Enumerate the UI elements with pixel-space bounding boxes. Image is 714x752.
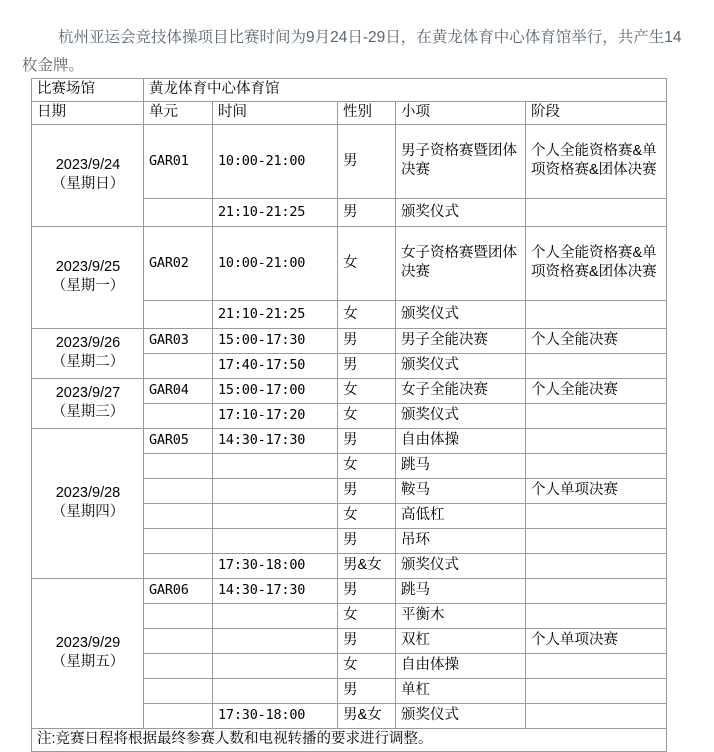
- time-cell: 17:40-17:50: [213, 354, 338, 379]
- event-cell: 颁奖仪式: [396, 301, 526, 329]
- gender-cell: 女: [338, 227, 396, 301]
- unit-cell: [144, 529, 213, 554]
- unit-cell: [144, 454, 213, 479]
- phase-cell: [526, 504, 667, 529]
- event-cell: 男子资格赛暨团体决赛: [396, 125, 526, 199]
- phase-cell: 个人单项决赛: [526, 479, 667, 504]
- event-cell: 女子资格赛暨团体决赛: [396, 227, 526, 301]
- time-cell: [213, 604, 338, 629]
- unit-cell: [144, 479, 213, 504]
- unit-cell: GAR03: [144, 329, 213, 354]
- gender-cell: 男: [338, 629, 396, 654]
- table-row: [32, 329, 667, 354]
- venue-label-cell: 比赛场馆: [32, 79, 144, 102]
- unit-cell: [144, 629, 213, 654]
- time-cell: [213, 679, 338, 704]
- intro-paragraph: 杭州亚运会竞技体操项目比赛时间为9月24日-29日，在黄龙体育中心体育馆举行，共产生14枚金牌。: [22, 28, 682, 74]
- gender-cell: 女: [338, 379, 396, 404]
- phase-cell: [526, 704, 667, 729]
- time-cell: 17:30-18:00: [213, 554, 338, 579]
- gender-cell: 男: [338, 354, 396, 379]
- phase-cell: [526, 429, 667, 454]
- event-cell: 自由体操: [396, 429, 526, 454]
- gender-cell: 男: [338, 329, 396, 354]
- time-cell: 14:30-17:30: [213, 429, 338, 454]
- unit-cell: [144, 654, 213, 679]
- unit-cell: GAR05: [144, 429, 213, 454]
- unit-cell: [144, 301, 213, 329]
- venue-row: [32, 79, 667, 102]
- phase-cell: [526, 654, 667, 679]
- gender-cell: 女: [338, 504, 396, 529]
- gender-cell: 女: [338, 604, 396, 629]
- phase-cell: [526, 301, 667, 329]
- time-cell: 17:30-18:00: [213, 704, 338, 729]
- event-cell: 颁奖仪式: [396, 704, 526, 729]
- phase-cell: [526, 679, 667, 704]
- event-cell: 单杠: [396, 679, 526, 704]
- time-cell: 21:10-21:25: [213, 199, 338, 227]
- event-cell: 颁奖仪式: [396, 404, 526, 429]
- event-cell: 吊环: [396, 529, 526, 554]
- date-cell: 2023/9/27 （星期三）: [32, 379, 144, 429]
- schedule-table-body: [32, 79, 667, 752]
- time-cell: 17:10-17:20: [213, 404, 338, 429]
- event-cell: 自由体操: [396, 654, 526, 679]
- event-cell: 高低杠: [396, 504, 526, 529]
- unit-cell: [144, 679, 213, 704]
- time-cell: [213, 629, 338, 654]
- unit-cell: [144, 604, 213, 629]
- gender-cell: 男&女: [338, 704, 396, 729]
- phase-cell: [526, 354, 667, 379]
- time-cell: [213, 529, 338, 554]
- gender-cell: 男: [338, 529, 396, 554]
- unit-cell: [144, 704, 213, 729]
- unit-cell: [144, 404, 213, 429]
- schedule-table-container: [31, 78, 666, 752]
- gender-cell: 男&女: [338, 554, 396, 579]
- column-header-gender: 性别: [338, 102, 396, 125]
- venue-name-cell: 黄龙体育中心体育馆: [144, 79, 667, 102]
- phase-cell: [526, 554, 667, 579]
- table-row: [32, 227, 667, 301]
- table-row: [32, 379, 667, 404]
- event-cell: 颁奖仪式: [396, 199, 526, 227]
- gender-cell: 男: [338, 199, 396, 227]
- time-cell: 10:00-21:00: [213, 125, 338, 199]
- phase-cell: [526, 579, 667, 604]
- phase-cell: [526, 404, 667, 429]
- note-cell: 注:竞赛日程将根据最终参赛人数和电视转播的要求进行调整。: [32, 729, 667, 752]
- event-cell: 平衡木: [396, 604, 526, 629]
- date-cell: 2023/9/28 （星期四）: [32, 429, 144, 579]
- event-cell: 女子全能决赛: [396, 379, 526, 404]
- time-cell: 10:00-21:00: [213, 227, 338, 301]
- unit-cell: GAR04: [144, 379, 213, 404]
- date-cell: 2023/9/24 （星期日）: [32, 125, 144, 227]
- time-cell: 15:00-17:30: [213, 329, 338, 354]
- unit-cell: GAR06: [144, 579, 213, 604]
- gender-cell: 男: [338, 579, 396, 604]
- unit-cell: [144, 504, 213, 529]
- header-row: [32, 102, 667, 125]
- column-header-phase: 阶段: [526, 102, 667, 125]
- time-cell: 15:00-17:00: [213, 379, 338, 404]
- unit-cell: GAR02: [144, 227, 213, 301]
- table-row: [32, 125, 667, 199]
- column-header-date: 日期: [32, 102, 144, 125]
- event-cell: 跳马: [396, 579, 526, 604]
- gender-cell: 男: [338, 479, 396, 504]
- table-row: [32, 579, 667, 604]
- gender-cell: 男: [338, 679, 396, 704]
- event-cell: 男子全能决赛: [396, 329, 526, 354]
- phase-cell: [526, 454, 667, 479]
- unit-cell: GAR01: [144, 125, 213, 199]
- date-cell: 2023/9/26 （星期二）: [32, 329, 144, 379]
- unit-cell: [144, 354, 213, 379]
- event-cell: 颁奖仪式: [396, 354, 526, 379]
- gender-cell: 男: [338, 429, 396, 454]
- event-cell: 颁奖仪式: [396, 554, 526, 579]
- gender-cell: 女: [338, 654, 396, 679]
- unit-cell: [144, 554, 213, 579]
- event-cell: 双杠: [396, 629, 526, 654]
- gender-cell: 女: [338, 404, 396, 429]
- time-cell: [213, 504, 338, 529]
- gender-cell: 女: [338, 454, 396, 479]
- time-cell: [213, 654, 338, 679]
- date-cell: 2023/9/29 （星期五）: [32, 579, 144, 729]
- competition-schedule-table: [31, 78, 667, 752]
- date-cell: 2023/9/25 （星期一）: [32, 227, 144, 329]
- phase-cell: [526, 604, 667, 629]
- phase-cell: 个人全能决赛: [526, 329, 667, 354]
- phase-cell: 个人全能资格赛&单项资格赛&团体决赛: [526, 227, 667, 301]
- column-header-time: 时间: [213, 102, 338, 125]
- phase-cell: [526, 199, 667, 227]
- unit-cell: [144, 199, 213, 227]
- note-row: [32, 729, 667, 752]
- column-header-event: 小项: [396, 102, 526, 125]
- phase-cell: 个人单项决赛: [526, 629, 667, 654]
- gender-cell: 女: [338, 301, 396, 329]
- event-cell: 鞍马: [396, 479, 526, 504]
- phase-cell: 个人全能资格赛&单项资格赛&团体决赛: [526, 125, 667, 199]
- phase-cell: 个人全能决赛: [526, 379, 667, 404]
- gender-cell: 男: [338, 125, 396, 199]
- column-header-unit: 单元: [144, 102, 213, 125]
- table-row: [32, 429, 667, 454]
- time-cell: 14:30-17:30: [213, 579, 338, 604]
- time-cell: [213, 479, 338, 504]
- time-cell: 21:10-21:25: [213, 301, 338, 329]
- time-cell: [213, 454, 338, 479]
- phase-cell: [526, 529, 667, 554]
- event-cell: 跳马: [396, 454, 526, 479]
